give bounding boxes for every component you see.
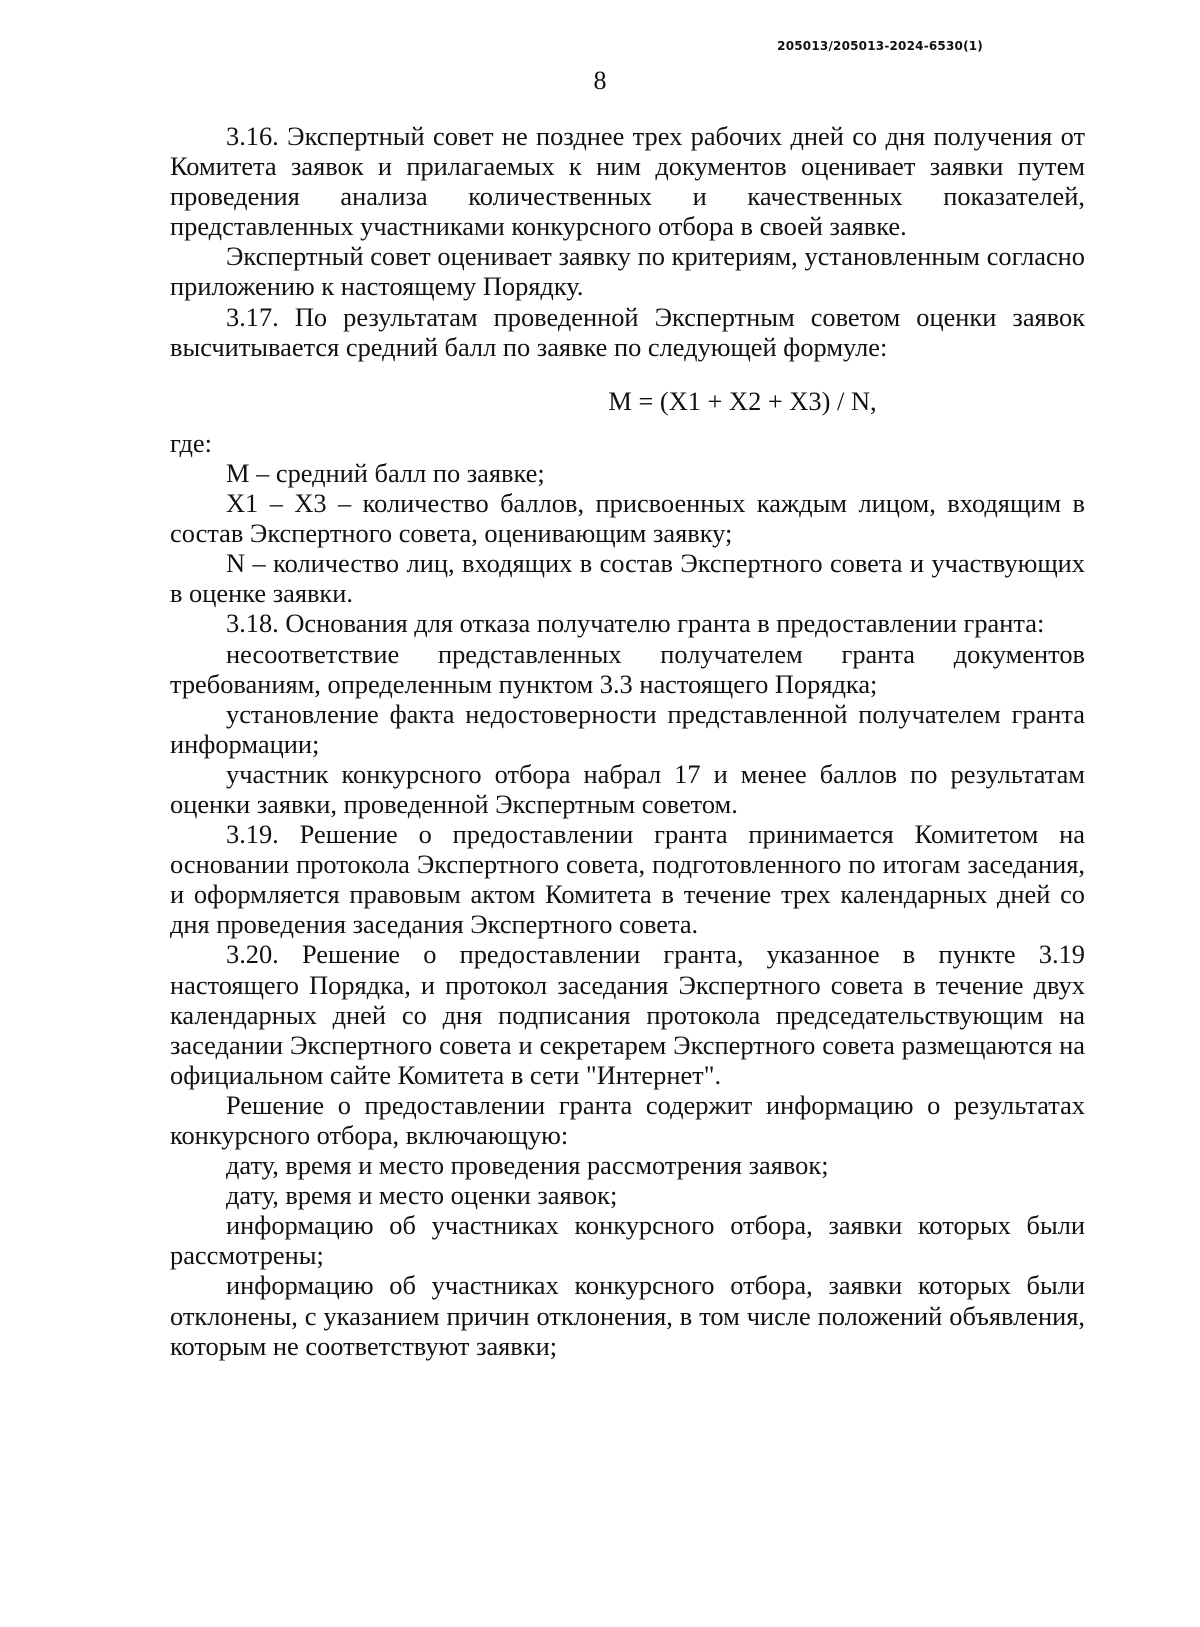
- refusal-reason-false-info: установление факта недостоверности представленной получателем гранта информации;: [170, 698, 1085, 759]
- document-id: 205013/205013-2024-6530(1): [777, 39, 983, 53]
- definition-n: N – количество лиц, входящих в состав Экспертного совета и участвующих в оценке заявки.: [170, 548, 1085, 609]
- document-body: [170, 121, 1085, 1361]
- where-label: где:: [170, 427, 212, 458]
- paragraph-decision-contents: Решение о предоставлении гранта содержит информацию о результатах конкурсного отбора, включающую:: [170, 1089, 1085, 1150]
- paragraph-3-19: 3.19. Решение о предоставлении гранта принимается Комитетом на основании протокола Экспертного совета, подготовленного по итогам заседания, и оформляется правовым актом Комитета в течение трех календарных дней со дня проведения заседания Экспертного совета.: [170, 819, 1085, 940]
- paragraph-3-18: 3.18. Основания для отказа получателю гранта в предоставлении гранта:: [226, 608, 1045, 639]
- list-item-evaluation-date: дату, время и место оценки заявок;: [226, 1180, 618, 1211]
- list-item-reviewed-participants: информацию об участниках конкурсного отбора, заявки которых были рассмотрены;: [170, 1210, 1085, 1271]
- paragraph-3-20: 3.20. Решение о предоставлении гранта, указанное в пункте 3.19 настоящего Порядка, и протокол заседания Экспертного совета в течение двух календарных дней со дня подписания протокола председательствующим на заседании Экспертного совета и секретарем Экспертного совета размещаются на официальном сайте Комитета в сети "Интернет".: [170, 939, 1085, 1090]
- paragraph-criteria: Экспертный совет оценивает заявку по критериям, установленным согласно приложению к настоящему Порядку.: [170, 241, 1085, 302]
- formula: M = (X1 + X2 + X3) / N,: [608, 385, 877, 416]
- paragraph-3-17: 3.17. По результатам проведенной Экспертным советом оценки заявок высчитывается средний балл по заявке по следующей формуле:: [170, 301, 1085, 362]
- list-item-rejected-participants: информацию об участниках конкурсного отбора, заявки которых были отклонены, с указанием причин отклонения, в том числе положений объявления, которым не соответствуют заявки;: [170, 1270, 1085, 1361]
- page-number: 8: [593, 66, 607, 95]
- refusal-reason-documents: несоответствие представленных получателем гранта документов требованиям, определенным пунктом 3.3 настоящего Порядка;: [170, 638, 1085, 699]
- paragraph-3-16: 3.16. Экспертный совет не позднее трех рабочих дней со дня получения от Комитета заявок и прилагаемых к ним документов оценивает заявки путем проведения анализа количественных и качественных показателей, представленных участниками конкурсного отбора в своей заявке.: [170, 121, 1085, 242]
- refusal-reason-score: участник конкурсного отбора набрал 17 и менее баллов по результатам оценки заявки, проведенной Экспертным советом.: [170, 758, 1085, 819]
- definition-m: M – средний балл по заявке;: [226, 457, 545, 488]
- list-item-review-date: дату, время и место проведения рассмотрения заявок;: [226, 1150, 829, 1181]
- definition-x: X1 – X3 – количество баллов, присвоенных каждым лицом, входящим в состав Экспертного совета, оценивающим заявку;: [170, 488, 1085, 549]
